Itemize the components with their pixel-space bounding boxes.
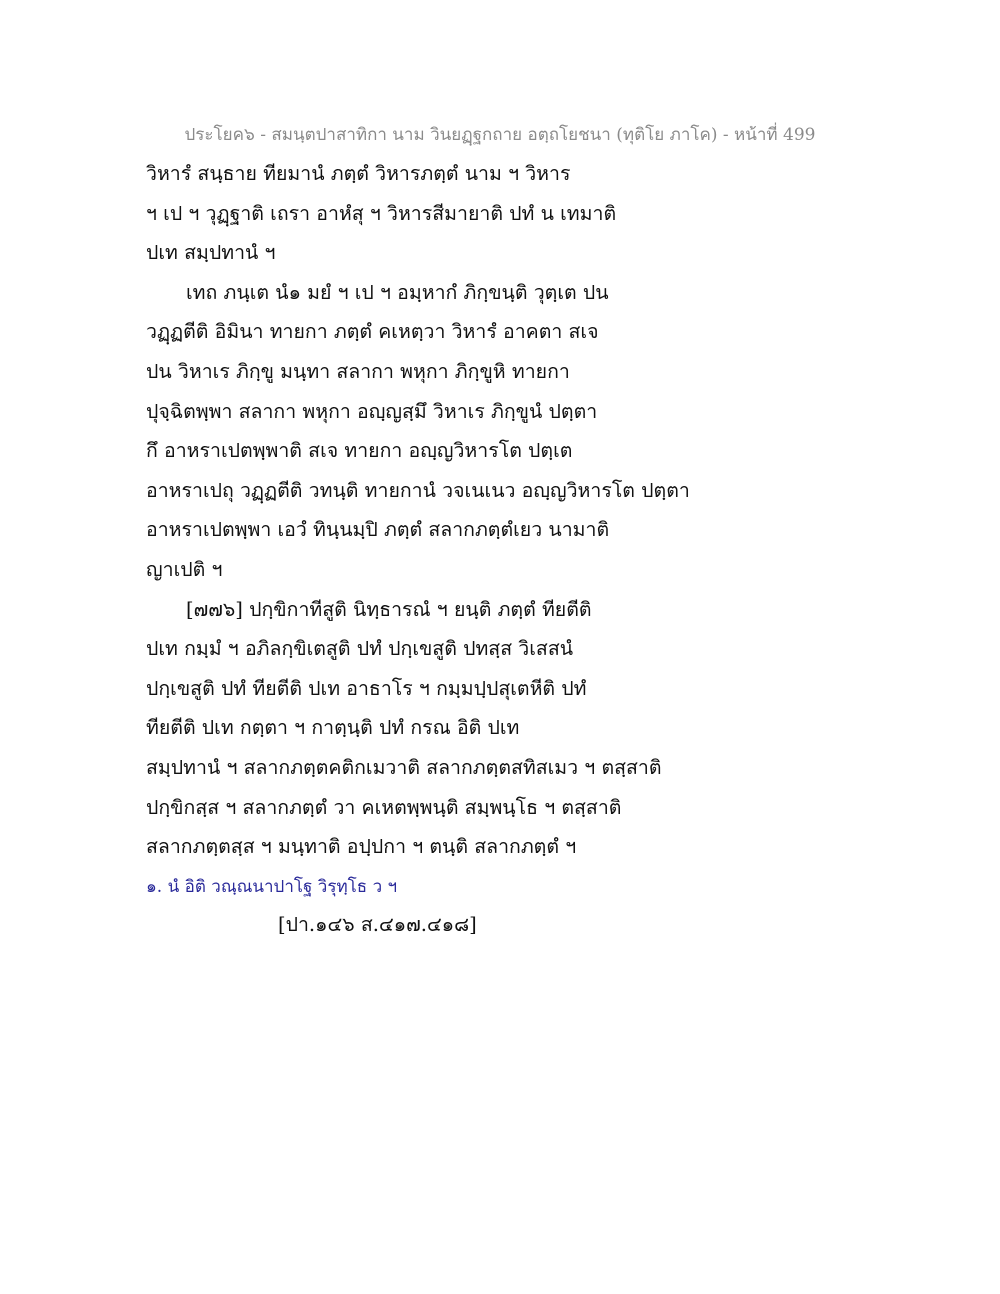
page-header [0, 122, 1000, 148]
text-line: ญาเปติ ฯ [146, 557, 223, 581]
text-line-indented: เทถ ภนฺเต นํ๑ มยํ ฯ เป ฯ อมฺหากํ ภิกฺขนฺติ วุตฺเต ปน [186, 280, 609, 304]
text-line: ฯ เป ฯ วุฏฺฐาติ เถรา อาหํสุ ฯ วิหารสีมายาติ ปทํ น เทมาติ [146, 201, 617, 225]
text-line: วฏฺฏตีติ อิมินา ทายกา ภตฺตํ คเหตฺวา วิหารํ อาคตา สเจ [146, 320, 599, 344]
text-line: อาหราเปตพฺพา เอวํ ทินฺนมฺปิ ภตฺตํ สลากภตฺตํเยว นามาติ [146, 518, 610, 542]
text-line: ปน วิหาเร ภิกฺขู มนฺทา สลากา พหุกา ภิกฺขูหิ ทายกา [146, 359, 570, 383]
text-line: กึ อาหราเปตพฺพาติ สเจ ทายกา อญฺญวิหารโต ปตฺเต [146, 439, 573, 463]
text-line-indented: [๗๗๖] ปกฺขิกาทีสูติ นิทฺธารณํ ฯ ยนฺติ ภตฺตํ ทียตีติ [186, 597, 592, 621]
body-text [146, 159, 966, 872]
text-line: ปุจฺฉิตพฺพา สลากา พหุกา อญฺญสฺมึ วิหาเร ภิกฺขูนํ ปตฺตา [146, 399, 598, 423]
text-line: ปเท สมฺปทานํ ฯ [146, 241, 276, 265]
text-line: สมฺปทานํ ฯ สลากภตฺตคติกเมวาติ สลากภตฺตสทิสเมว ฯ ตสฺสาติ [146, 755, 662, 779]
text-line: สลากภตฺตสฺส ฯ มนฺทาติ อปฺปกา ฯ ตนฺติ สลากภตฺตํ ฯ [146, 835, 577, 859]
page-header-text: ประโยค๖ - สมนฺตปาสาทิกา นาม วินยฏฺฐกถาย อตฺถโยชนา (ทุติโย ภาโค) - หน้าที่ 499 [184, 125, 816, 145]
text-line: ทียตีติ ปเท กตฺตา ฯ กาตฺนฺติ ปทํ กรณ อิติ ปเท [146, 716, 520, 740]
text-line: ปกฺขิกสฺส ฯ สลากภตฺตํ วา คเหตพฺพนฺติ สมฺพนฺโธ ฯ ตสฺสาติ [146, 795, 622, 819]
text-line: ปเท กมฺมํ ฯ อภิลกฺขิเตสูติ ปทํ ปกฺเขสูติ ปทสฺส วิเสสนํ [146, 637, 574, 661]
text-line: อาหราเปถุ วฏฺฏตีติ วทนฺติ ทายกานํ วจเนเนว อญฺญวิหารโต ปตฺตา [146, 478, 690, 502]
text-line: ปกฺเขสูติ ปทํ ทียตีติ ปเท อาธาโร ฯ กมฺมปฺปสุเตหีติ ปทํ [146, 676, 587, 700]
footnote: ๑. นํ อิติ วณฺณนาปาโฐ วิรุทฺโธ ว ฯ [146, 877, 398, 897]
source-reference: [ปา.๑๔๖ ส.๔๑๗.๔๑๘] [278, 913, 477, 936]
text-line: วิหารํ สนฺธาย ทียมานํ ภตฺตํ วิหารภตฺตํ นาม ฯ วิหาร [146, 162, 571, 185]
